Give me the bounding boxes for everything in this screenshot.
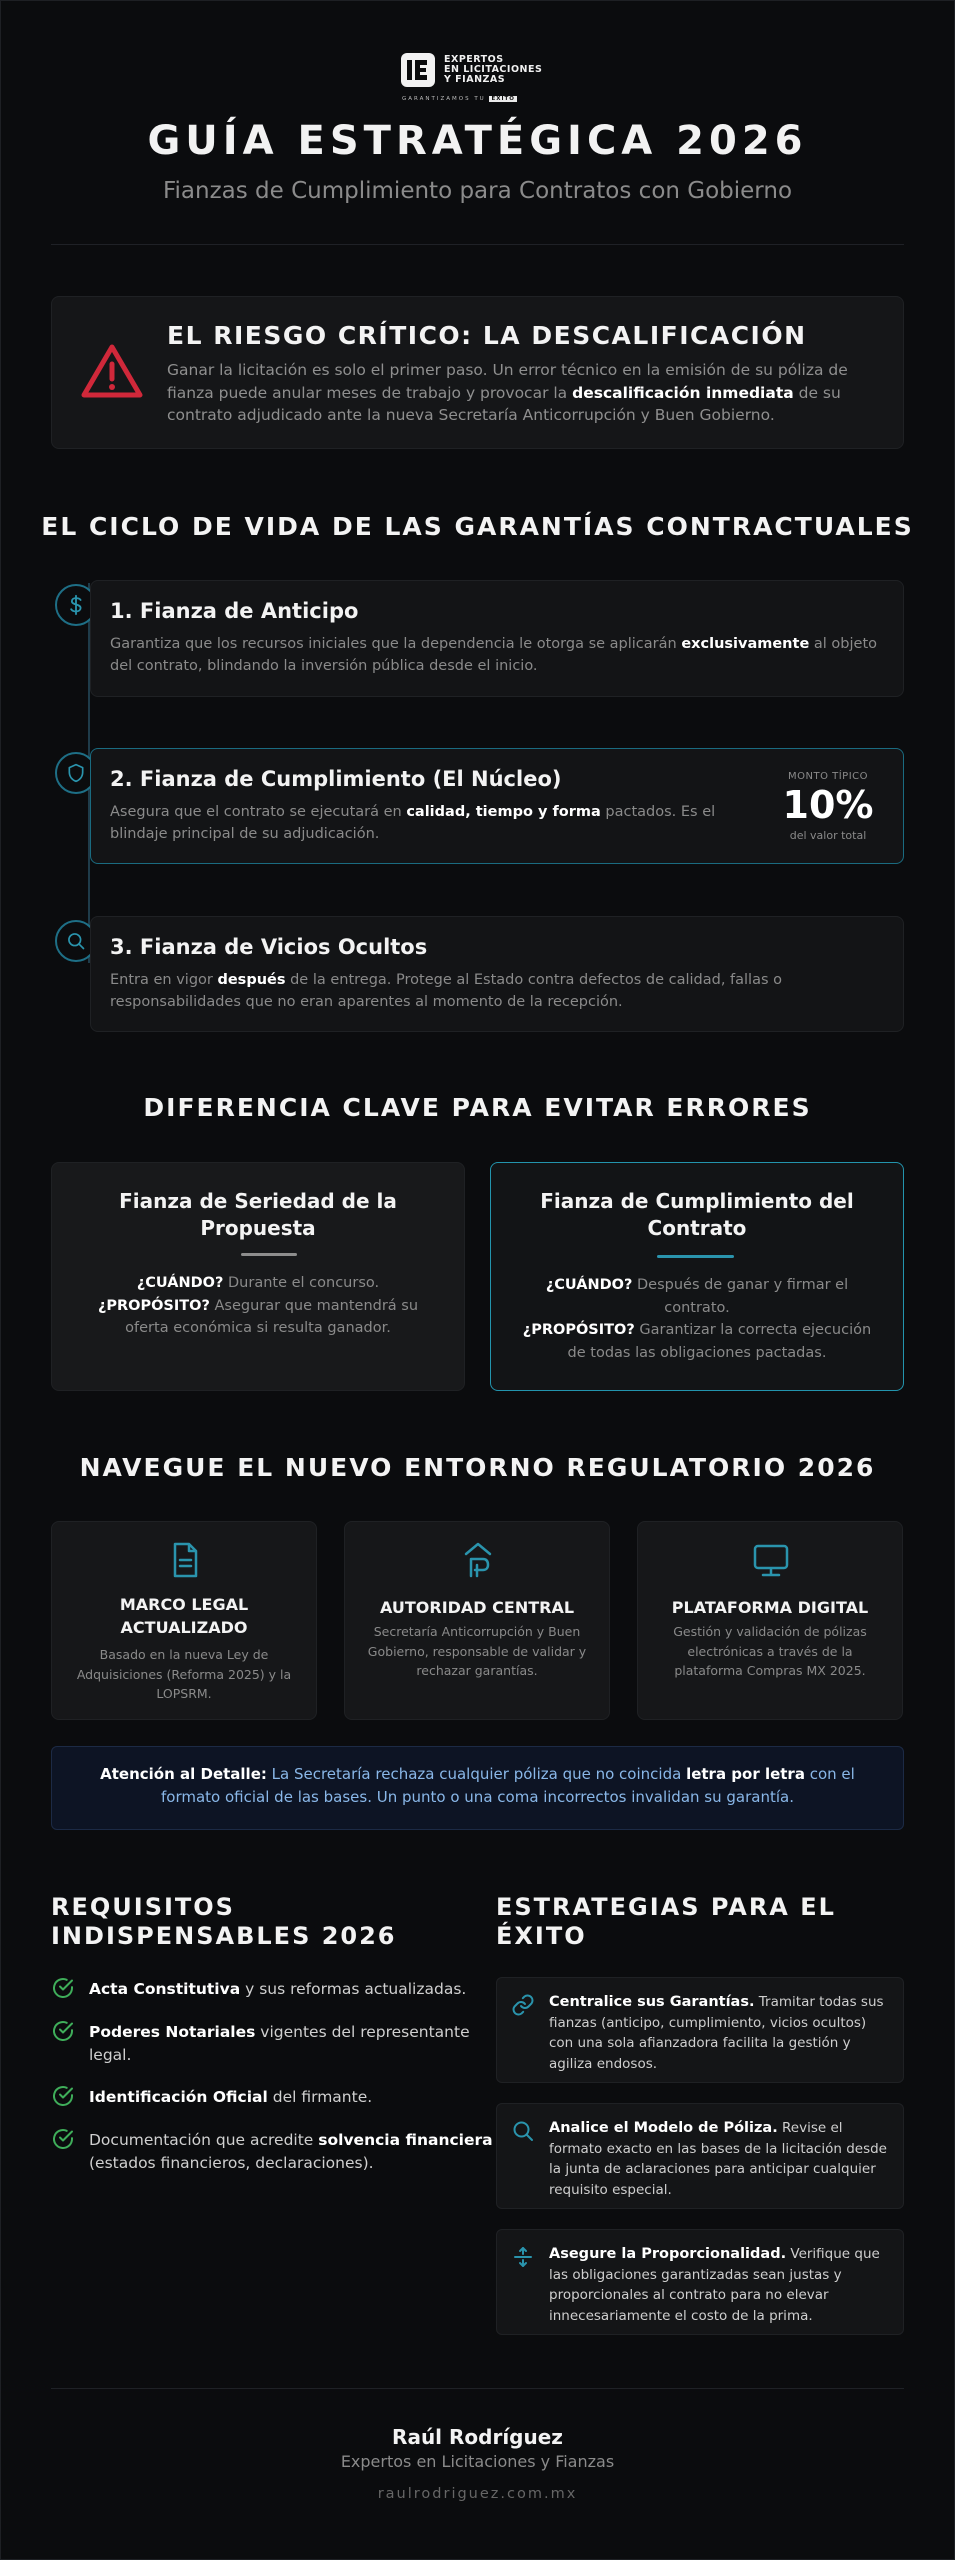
balance-icon <box>511 2245 535 2269</box>
search-icon <box>511 2119 535 2143</box>
regulatory-card-text: Basado en la nueva Ley de Adquisiciones (Reforma 2025) y la LOPSRM. <box>76 1647 292 1701</box>
header-divider <box>51 244 904 245</box>
shield-icon <box>66 763 86 783</box>
regulatory-card-platform <box>637 1521 903 1720</box>
lifecycle-card-3 <box>90 916 904 1032</box>
lifecycle-card-2 <box>90 748 904 864</box>
strategy-text: Asegure la Proporcionalidad. Verifique que las obligaciones garantizadas sean justas y proporcionales al contrato para no elevar innecesariamente el costo de la prima. <box>549 2246 880 2324</box>
magnifier-icon <box>66 931 86 951</box>
compare-card-bid <box>51 1162 465 1391</box>
monitor-icon <box>751 1540 791 1580</box>
risk-text: Ganar la licitación es solo el primer paso. Un error técnico en la emisión de su póliza de fianza puede anular meses de trabajo y provocar la descalificación inmediata de su contrato adjudicado ante la nueva Secretaría Anticorrupción y Buen Gobierno. <box>167 361 848 424</box>
check-circle-icon <box>51 2127 75 2151</box>
compare-card-title: Fianza de Seriedad de la Propuesta <box>119 1189 397 1240</box>
brand-name: EXPERTOS EN LICITACIONES Y FIANZAS <box>444 54 543 85</box>
lifecycle-title: EL CICLO DE VIDA DE LAS GARANTÍAS CONTRACTUALES <box>41 512 914 541</box>
check-circle-icon <box>51 1976 75 2000</box>
regulatory-card-title: MARCO LEGAL ACTUALIZADO <box>119 1595 249 1637</box>
author-name: Raúl Rodríguez <box>392 2425 563 2449</box>
author-role: Expertos en Licitaciones y Fianzas <box>340 2452 615 2471</box>
requirement-text: Documentación que acredite solvencia financiera (estados financieros, declaraciones). <box>89 2131 493 2172</box>
warning-triangle-icon <box>80 342 144 400</box>
lifecycle-card-title: 2. Fianza de Cumplimiento (El Núcleo) <box>110 767 562 791</box>
logo-mark-icon <box>400 52 436 88</box>
compare-card-divider <box>241 1253 297 1256</box>
link-icon <box>511 1993 535 2017</box>
strategies-title: ESTRATEGIAS PARA EL ÉXITO <box>496 1893 836 1950</box>
lifecycle-card-text: Garantiza que los recursos iniciales que la dependencia le otorga se aplicarán exclusivamente al objeto del contrato, blindando la inversión pública desde el inicio. <box>110 636 877 674</box>
regulatory-card-text: Secretaría Anticorrupción y Buen Gobierno, responsable de validar y rechazar garantías. <box>367 1624 587 1678</box>
document-icon <box>165 1540 205 1580</box>
regulatory-title: NAVEGUE EL NUEVO ENTORNO REGULATORIO 2026 <box>79 1453 876 1482</box>
check-circle-icon <box>51 2019 75 2043</box>
lifecycle-card-1 <box>90 580 904 697</box>
metric-label: MONTO TÍPICO <box>787 771 869 782</box>
requirement-text: Poderes Notariales vigentes del representante legal. <box>89 2023 470 2064</box>
brand-logo <box>400 52 560 110</box>
regulatory-card-legal <box>51 1521 317 1720</box>
check-circle-icon <box>51 2084 75 2108</box>
page-subtitle: Fianzas de Cumplimiento para Contratos con Gobierno <box>162 178 793 204</box>
regulatory-card-authority <box>344 1521 610 1720</box>
strategy-card <box>496 1977 904 2083</box>
footer-divider <box>51 2388 904 2389</box>
website-link[interactable]: raulrodriguez.com.mx <box>377 2486 578 2502</box>
strategy-card <box>496 2229 904 2335</box>
compare-card-title: Fianza de Cumplimiento del Contrato <box>540 1189 854 1240</box>
lifecycle-card-title: 1. Fianza de Anticipo <box>110 599 359 623</box>
lifecycle-card-text: Asegura que el contrato se ejecutará en calidad, tiempo y forma pactados. Es el blindaje principal de su adjudicación. <box>110 804 716 842</box>
government-icon <box>458 1540 498 1580</box>
risk-card <box>51 296 904 449</box>
compare-card-performance <box>490 1162 904 1391</box>
risk-title: EL RIESGO CRÍTICO: LA DESCALIFICACIÓN <box>167 321 807 350</box>
regulatory-card-title: PLATAFORMA DIGITAL <box>671 1598 869 1617</box>
compare-card-body: ¿CUÁNDO? Durante el concurso. ¿PROPÓSITO? Asegurar que mantendrá su oferta económica si resulta ganador. <box>97 1275 419 1336</box>
metric-sub: del valor total <box>789 829 867 842</box>
regulatory-card-title: AUTORIDAD CENTRAL <box>379 1598 575 1617</box>
requirement-text: Identificación Oficial del firmante. <box>89 2088 373 2106</box>
requirements-title: REQUISITOS INDISPENSABLES 2026 <box>51 1893 397 1950</box>
requirement-text: Acta Constitutiva y sus reformas actualizadas. <box>89 1980 467 1998</box>
regulatory-card-text: Gestión y validación de pólizas electrónicas a través de la plataforma Compras MX 2025. <box>673 1624 867 1678</box>
strategy-card <box>496 2103 904 2209</box>
brand-tagline: GARANTIZAMOS TU ÉXITO <box>402 96 515 102</box>
compare-card-divider <box>657 1255 734 1258</box>
metric-value: 10% <box>782 783 874 827</box>
lifecycle-card-title: 3. Fianza de Vicios Ocultos <box>110 935 428 959</box>
attention-alert: Atención al Detalle: La Secretaría rechaza cualquier póliza que no coincida letra por letra con el formato oficial de las bases. Un punto o una coma incorrectos invalidan su garantía. <box>51 1746 904 1830</box>
strategy-text: Analice el Modelo de Póliza. Revise el formato exacto en las bases de la licitación desde la junta de aclaraciones para anticipar cualquier requisito especial. <box>549 2120 887 2198</box>
compare-card-body: ¿CUÁNDO? Después de ganar y firmar el contrato. ¿PROPÓSITO? Garantizar la correcta ejecución de todas las obligaciones pactadas. <box>522 1277 872 1361</box>
strategy-text: Centralice sus Garantías. Tramitar todas sus fianzas (anticipo, cumplimiento, vicios ocultos) con una sola afianzadora facilita la gestión y agiliza endosos. <box>549 1994 884 2072</box>
dollar-icon <box>65 594 87 616</box>
difference-title: DIFERENCIA CLAVE PARA EVITAR ERRORES <box>143 1093 812 1122</box>
page-title: GUÍA ESTRATÉGICA 2026 <box>147 118 808 164</box>
lifecycle-card-text: Entra en vigor después de la entrega. Protege al Estado contra defectos de calidad, fallas o responsabilidades que no eran aparentes al momento de la recepción. <box>110 972 783 1010</box>
